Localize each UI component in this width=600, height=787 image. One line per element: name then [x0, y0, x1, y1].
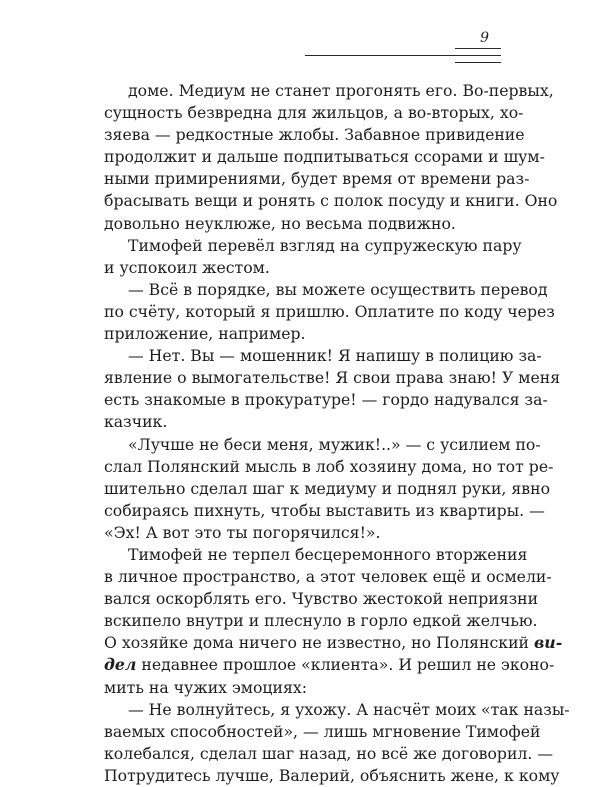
text-line: мить на чужих эмоциях:: [104, 677, 307, 697]
text-line: вскипело внутри и плеснуло в горло едкой желчью.: [104, 611, 538, 631]
text-line: брасывать вещи и ронять с полок посуду и книги. Оно: [104, 191, 558, 211]
header-rule-top: [455, 48, 501, 49]
text-line: Тимофей не терпел бесцеремонного вторжения: [128, 544, 528, 564]
text-line: Тимофей перевёл взгляд на супружескую пару: [128, 235, 522, 255]
text-line: «Эх! А вот это ты погорячился!».: [104, 522, 381, 542]
paragraph: [104, 279, 555, 345]
text-line: слал Полянский мысль в лоб хозяину дома, но тот ре-: [104, 456, 554, 476]
text-line: — Нет. Вы — мошенник! Я напишу в полицию за-: [128, 346, 542, 366]
header-rule-bottom: [455, 62, 501, 63]
text-line: по счёту, который я пришлю. Оплатите по коду через: [104, 301, 555, 321]
text-line: есть знакомые в прокуратуре! — гордо надувался за-: [104, 390, 548, 410]
text-line: — Не волнуйтесь, я ухожу. А насчёт моих «так назы-: [128, 699, 570, 719]
text-line: явление о вымогательстве! Я свои права знаю! У меня: [104, 368, 561, 388]
paragraph: [104, 235, 522, 279]
body-text: [104, 80, 570, 787]
text-line: в личное пространство, а этот человек ещё и осмели-: [104, 567, 552, 587]
header-rule-long: [305, 55, 501, 56]
text-line: и успокоил жестом.: [104, 257, 270, 277]
text-line: продолжит и дальше подпитываться ссорами и шум-: [104, 147, 545, 167]
text-line: О хозяйке дома ничего не известно, но Полянский ви-: [104, 633, 563, 653]
text-line: доме. Медиум не станет прогонять его. Во-первых,: [128, 81, 554, 100]
text-line: казчик.: [104, 412, 168, 432]
text-line: вался оскорблять его. Чувство жестокой неприязни: [104, 589, 539, 609]
text-line: ваемых способностей», — лишь мгновение Тимофей: [104, 721, 541, 741]
paragraph: [104, 80, 558, 235]
text-line: дел недавнее прошлое «клиента». И решил не эконо-: [104, 655, 555, 675]
emphasis-text: дел: [104, 655, 137, 675]
text-line: Потрудитесь лучше, Валерий, объяснить жене, к кому: [104, 765, 560, 785]
text-line: колебался, сделал шаг назад, но всё же договорил. —: [104, 743, 554, 763]
text-line: довольно неуклюже, но весьма подвижно.: [104, 213, 456, 233]
text-line: ными примирениями, будет время от времени раз-: [104, 169, 530, 189]
paragraph: [104, 345, 561, 433]
text-line: приложение, например.: [104, 324, 306, 344]
text-line: — Всё в порядке, вы можете осуществить перевод: [128, 279, 548, 299]
paragraph: [104, 434, 554, 544]
text-line: собираясь пихнуть, чтобы выставить из квартиры. —: [104, 500, 545, 520]
text-line: шительно сделал шаг к медиуму и поднял руки, явно: [104, 478, 551, 498]
text-line: зяева — редкостные жлобы. Забавное привидение: [104, 125, 525, 145]
page-header: [0, 0, 600, 70]
emphasis-text: ви-: [534, 633, 563, 653]
text-line: «Лучше не беси меня, мужик!..» — с усилием по-: [128, 434, 541, 454]
text-line: сущность безвредна для жильцов, а во-вторых, хо-: [104, 103, 524, 123]
paragraph: [104, 544, 563, 699]
paragraph: [104, 699, 570, 787]
page-number: 9: [480, 30, 489, 46]
